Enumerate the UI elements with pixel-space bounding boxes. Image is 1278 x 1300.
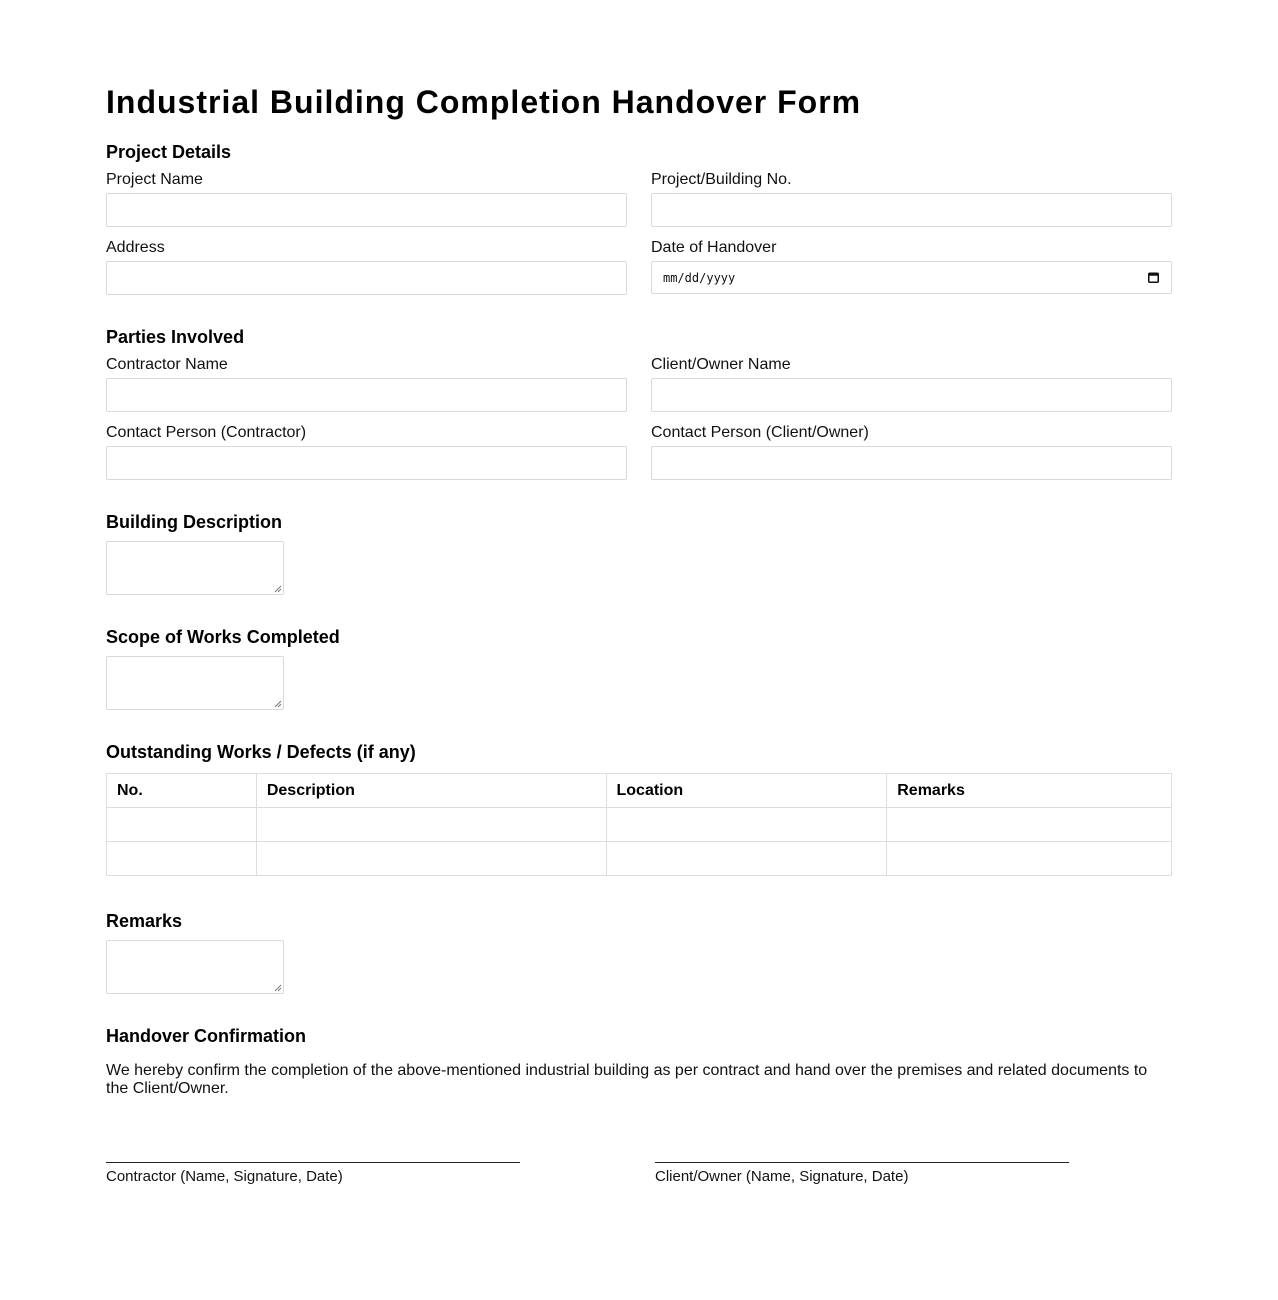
- table-cell-remarks[interactable]: [887, 808, 1172, 842]
- project-building-no-input[interactable]: [651, 193, 1172, 227]
- table-cell-no[interactable]: [107, 808, 257, 842]
- label-contact-person-client: Contact Person (Client/Owner): [651, 424, 869, 441]
- page-title: Industrial Building Completion Handover Form: [106, 84, 862, 120]
- section-heading-parties-involved: Parties Involved: [106, 327, 245, 347]
- table-header-row: [107, 774, 1172, 808]
- date-placeholder: mm/dd/yyyy: [663, 270, 736, 285]
- resize-grip-icon[interactable]: [274, 984, 282, 992]
- address-input[interactable]: [106, 261, 627, 295]
- table-cell-no[interactable]: [107, 842, 257, 876]
- date-of-handover-input[interactable]: [651, 261, 1172, 294]
- label-date-of-handover: Date of Handover: [651, 239, 777, 256]
- column-header-description: Description: [256, 774, 606, 808]
- client-signature-label: Client/Owner (Name, Signature, Date): [655, 1168, 909, 1185]
- table-cell-remarks[interactable]: [887, 842, 1172, 876]
- contact-person-client-input[interactable]: [651, 446, 1172, 480]
- outstanding-works-table: [106, 773, 1172, 876]
- table-row: [107, 842, 1172, 876]
- table-cell-description[interactable]: [256, 808, 606, 842]
- section-heading-scope-of-works: Scope of Works Completed: [106, 627, 340, 647]
- label-address: Address: [106, 239, 165, 256]
- label-project-building-no: Project/Building No.: [651, 171, 792, 188]
- contact-person-contractor-input[interactable]: [106, 446, 627, 480]
- contractor-name-input[interactable]: [106, 378, 627, 412]
- table-cell-location[interactable]: [606, 808, 887, 842]
- resize-grip-icon[interactable]: [274, 585, 282, 593]
- remarks-textarea[interactable]: [106, 940, 284, 994]
- label-project-name: Project Name: [106, 171, 203, 188]
- scope-of-works-textarea[interactable]: [106, 656, 284, 710]
- contractor-signature-label: Contractor (Name, Signature, Date): [106, 1168, 343, 1185]
- project-name-input[interactable]: [106, 193, 627, 227]
- column-header-remarks: Remarks: [887, 774, 1172, 808]
- section-heading-handover-confirmation: Handover Confirmation: [106, 1026, 307, 1046]
- confirmation-statement: We hereby confirm the completion of the above-mentioned industrial building as per contract and hand over the premises and related documents to the Client/Owner.: [106, 1062, 1148, 1097]
- client-signature-line: [655, 1162, 1069, 1163]
- resize-grip-icon[interactable]: [274, 700, 282, 708]
- building-description-textarea[interactable]: [106, 541, 284, 595]
- section-heading-building-description: Building Description: [106, 512, 283, 532]
- section-heading-project-details: Project Details: [106, 142, 232, 162]
- section-heading-remarks: Remarks: [106, 911, 183, 931]
- table-cell-description[interactable]: [256, 842, 606, 876]
- table-cell-location[interactable]: [606, 842, 887, 876]
- calendar-icon[interactable]: [1148, 272, 1159, 283]
- column-header-no: No.: [107, 774, 257, 808]
- column-header-location: Location: [606, 774, 887, 808]
- section-heading-outstanding-works: Outstanding Works / Defects (if any): [106, 742, 416, 762]
- client-owner-name-input[interactable]: [651, 378, 1172, 412]
- label-contact-person-contractor: Contact Person (Contractor): [106, 424, 307, 441]
- label-client-owner-name: Client/Owner Name: [651, 356, 791, 373]
- contractor-signature-line: [106, 1162, 520, 1163]
- table-row: [107, 808, 1172, 842]
- label-contractor-name: Contractor Name: [106, 356, 228, 373]
